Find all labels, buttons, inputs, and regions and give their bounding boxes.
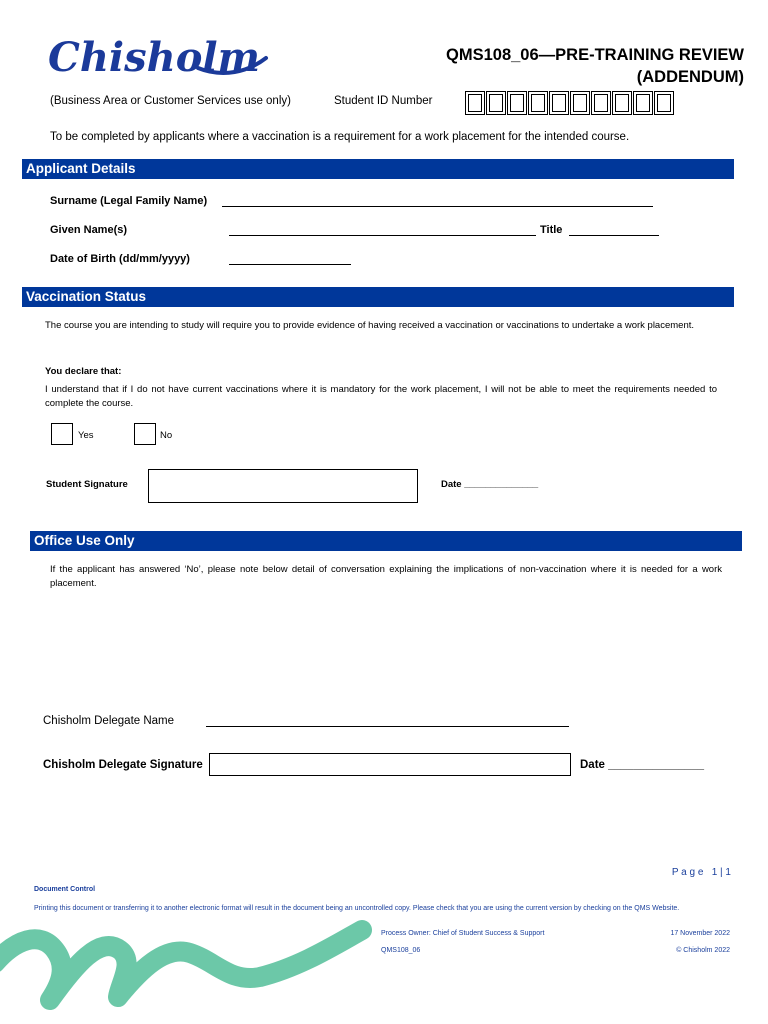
vaccination-intro-text: The course you are intending to study will require you to provide evidence of having received a vaccination or vaccinations to undertake a work placement. [45,320,695,331]
page-number: P a g e 1 | 1 [671,867,731,878]
decorative-wave-graphic [0,905,380,1020]
student-id-digit-box[interactable] [507,91,527,115]
student-id-digit-box[interactable] [465,91,485,115]
applicant-details-heading: Applicant Details [22,159,734,179]
logo-text: Chisholm [48,36,260,81]
student-id-boxes[interactable] [465,91,675,115]
student-id-digit-box[interactable] [633,91,653,115]
copyright: © Chisholm 2022 [676,947,730,954]
surname-label: Surname (Legal Family Name) [50,195,208,207]
delegate-name-field[interactable] [206,726,569,727]
surname-field[interactable] [222,206,653,207]
yes-label: Yes [78,430,94,441]
student-id-digit-box[interactable] [549,91,569,115]
process-owner: Process Owner: Chief of Student Success & Support [381,930,545,937]
student-signature-field[interactable] [148,469,418,503]
student-id-digit-box[interactable] [591,91,611,115]
intro-text: To be completed by applicants where a vaccination is a requirement for a work placement for the intended course. [50,131,630,143]
document-control-label: Document Control [34,886,96,893]
no-label: No [160,430,173,441]
student-id-digit-box[interactable] [486,91,506,115]
document-control-disclaimer: Printing this document or transferring it to another electronic format will result in the document being an uncontrolled copy. Please check that you are using the current version by checking on the QMS Website. [34,905,680,912]
student-id-digit-box[interactable] [570,91,590,115]
student-id-digit-box[interactable] [528,91,548,115]
dob-label: Date of Birth (dd/mm/yyyy) [50,253,190,265]
student-signature-label: Student Signature [46,479,128,490]
title-line-1: QMS108_06—PRE-TRAINING REVIEW [446,46,744,64]
student-date-label: Date ______________ [441,479,539,490]
student-id-label: Student ID Number [334,95,433,107]
delegate-signature-field[interactable] [209,753,571,776]
title-label: Title [540,224,563,236]
document-code: QMS108_06 [381,947,421,954]
declaration-text: I understand that if I do not have current vaccinations where it is mandatory for the work placement, I will not be able to meet the requirements needed to complete the course. [45,384,717,409]
given-names-field[interactable] [229,235,536,236]
office-use-heading: Office Use Only [30,531,742,551]
document-title [344,44,744,88]
title-line-2: (ADDENDUM) [636,68,744,86]
student-id-digit-box[interactable] [612,91,632,115]
student-id-digit-box[interactable] [654,91,674,115]
delegate-name-label: Chisholm Delegate Name [43,715,175,727]
vaccination-status-heading: Vaccination Status [22,287,734,307]
declare-label: You declare that: [45,366,122,377]
office-use-text: If the applicant has answered ‘No’, please note below detail of conversation explaining the implications of non-vaccination where it is needed for a work placement. [50,564,722,589]
chisholm-logo [48,36,270,84]
given-names-label: Given Name(s) [50,224,128,236]
delegate-date-label: Date _______________ [580,759,705,771]
title-field[interactable] [569,235,659,236]
delegate-signature-label: Chisholm Delegate Signature [43,759,203,771]
dob-field[interactable] [229,264,351,265]
no-checkbox[interactable] [134,423,156,445]
yes-checkbox[interactable] [51,423,73,445]
business-area-note: (Business Area or Customer Services use only) [50,95,291,107]
footer-date: 17 November 2022 [670,930,730,937]
